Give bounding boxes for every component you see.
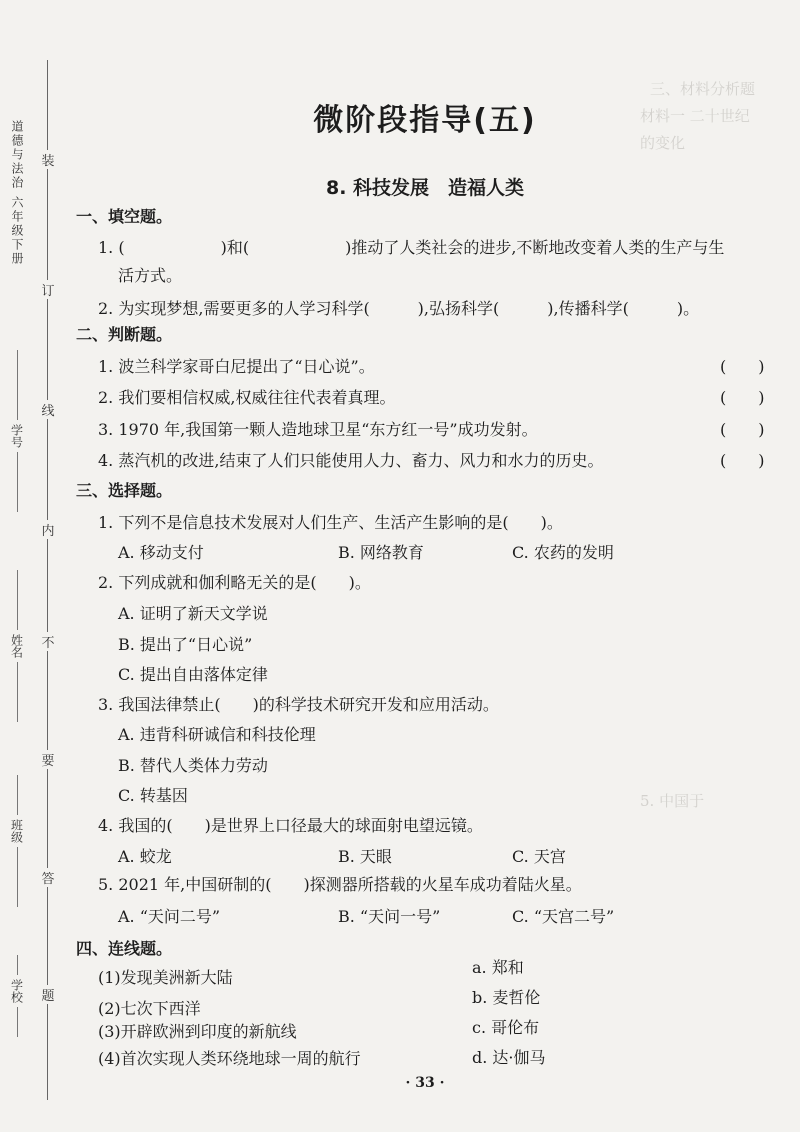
section-fill-blank: 一、填空题。 xyxy=(76,207,173,226)
field-label: 班级 xyxy=(9,819,24,843)
match-right-item[interactable]: c. 哥伦布 xyxy=(472,1018,540,1037)
binding-char: 订 xyxy=(41,280,55,299)
choice-option[interactable]: A. 蛟龙 xyxy=(118,847,172,866)
page-number: · 33 · xyxy=(405,1075,445,1091)
field-label: 姓名 xyxy=(9,634,24,658)
binding-char: 内 xyxy=(41,520,55,539)
section-match: 四、连线题。 xyxy=(76,939,173,958)
match-left-item[interactable]: (1)发现美洲新大陆 xyxy=(98,968,233,987)
choice-option[interactable]: B. 提出了“日心说” xyxy=(118,635,253,654)
match-left-item[interactable]: (3)开辟欧洲到印度的新航线 xyxy=(98,1022,297,1041)
answer-paren[interactable]: ( ) xyxy=(720,388,765,407)
bleed-through-text: 材料一 二十世纪 xyxy=(640,107,750,125)
choice-option[interactable]: B. 替代人类体力劳动 xyxy=(118,756,268,775)
answer-paren[interactable]: ( ) xyxy=(720,357,765,376)
page-title: 微阶段指导(五) xyxy=(313,103,537,138)
choice-option[interactable]: B. “天问一号” xyxy=(338,907,441,926)
section-judge: 二、判断题。 xyxy=(76,325,173,344)
choice-option[interactable]: A. 证明了新天文学说 xyxy=(118,604,268,623)
choice-question-2: 2. 下列成就和伽利略无关的是( )。 xyxy=(98,573,371,592)
choice-option[interactable]: C. “天宫二号” xyxy=(512,907,615,926)
subject-label: 道德与法治 六年级下册 xyxy=(10,120,24,266)
binding-char: 题 xyxy=(41,985,55,1004)
match-left-item[interactable]: (2)七次下西洋 xyxy=(98,999,201,1018)
bleed-through-text: 的变化 xyxy=(640,134,686,152)
choice-option[interactable]: C. 农药的发明 xyxy=(512,543,614,562)
choice-option[interactable]: A. “天问二号” xyxy=(118,907,221,926)
name-field[interactable] xyxy=(8,570,26,722)
binding-char: 答 xyxy=(41,868,55,887)
match-right-item[interactable]: a. 郑和 xyxy=(472,958,524,977)
judge-question-4: 4. 蒸汽机的改进,结束了人们只能使用人力、畜力、风力和水力的历史。 xyxy=(98,451,604,470)
binding-char: 装 xyxy=(41,150,55,169)
choice-option[interactable]: B. 天眼 xyxy=(338,847,392,866)
fill-question-1-cont: 活方式。 xyxy=(118,266,183,285)
match-right-item[interactable]: d. 达·伽马 xyxy=(472,1048,546,1067)
section-choice: 三、选择题。 xyxy=(76,481,173,500)
choice-option[interactable]: A. 违背科研诚信和科技伦理 xyxy=(118,725,316,744)
choice-question-5: 5. 2021 年,中国研制的( )探测器所搭载的火星车成功着陆火星。 xyxy=(98,875,582,894)
match-right-item[interactable]: b. 麦哲伦 xyxy=(472,988,541,1007)
answer-paren[interactable]: ( ) xyxy=(720,451,765,470)
match-left-item[interactable]: (4)首次实现人类环绕地球一周的航行 xyxy=(98,1049,361,1068)
choice-question-4: 4. 我国的( )是世界上口径最大的球面射电望远镜。 xyxy=(98,816,483,835)
student-number-field[interactable] xyxy=(8,350,26,512)
choice-option[interactable]: C. 提出自由落体定律 xyxy=(118,665,268,684)
choice-option[interactable]: B. 网络教育 xyxy=(338,543,424,562)
school-field[interactable] xyxy=(8,955,26,1037)
binding-char: 线 xyxy=(41,400,55,419)
field-label: 学校 xyxy=(9,979,24,1003)
choice-option[interactable]: C. 转基因 xyxy=(118,786,188,805)
lesson-title: 8. 科技发展 造福人类 xyxy=(325,177,525,199)
choice-question-1: 1. 下列不是信息技术发展对人们生产、生活产生影响的是( )。 xyxy=(98,513,563,532)
binding-char: 不 xyxy=(41,632,55,651)
choice-option[interactable]: C. 天宫 xyxy=(512,847,566,866)
binding-line xyxy=(47,60,48,1100)
judge-question-1: 1. 波兰科学家哥白尼提出了“日心说”。 xyxy=(98,357,375,376)
binding-char: 要 xyxy=(41,750,55,769)
class-field[interactable] xyxy=(8,775,26,907)
judge-question-2: 2. 我们要相信权威,权威往往代表着真理。 xyxy=(98,388,396,407)
bleed-through-text: 三、材料分析题 xyxy=(650,80,756,98)
bleed-through-text: 5. 中国于 xyxy=(640,792,705,810)
answer-paren[interactable]: ( ) xyxy=(720,420,765,439)
fill-question-2: 2. 为实现梦想,需要更多的人学习科学( ),弘扬科学( ),传播科学( )。 xyxy=(98,299,700,318)
choice-question-3: 3. 我国法律禁止( )的科学技术研究开发和应用活动。 xyxy=(98,695,499,714)
choice-option[interactable]: A. 移动支付 xyxy=(118,543,204,562)
field-label: 学号 xyxy=(9,424,24,448)
fill-question-1: 1. ( )和( )推动了人类社会的进步,不断地改变着人类的生产与生 xyxy=(98,238,725,257)
judge-question-3: 3. 1970 年,我国第一颗人造地球卫星“东方红一号”成功发射。 xyxy=(98,420,538,439)
